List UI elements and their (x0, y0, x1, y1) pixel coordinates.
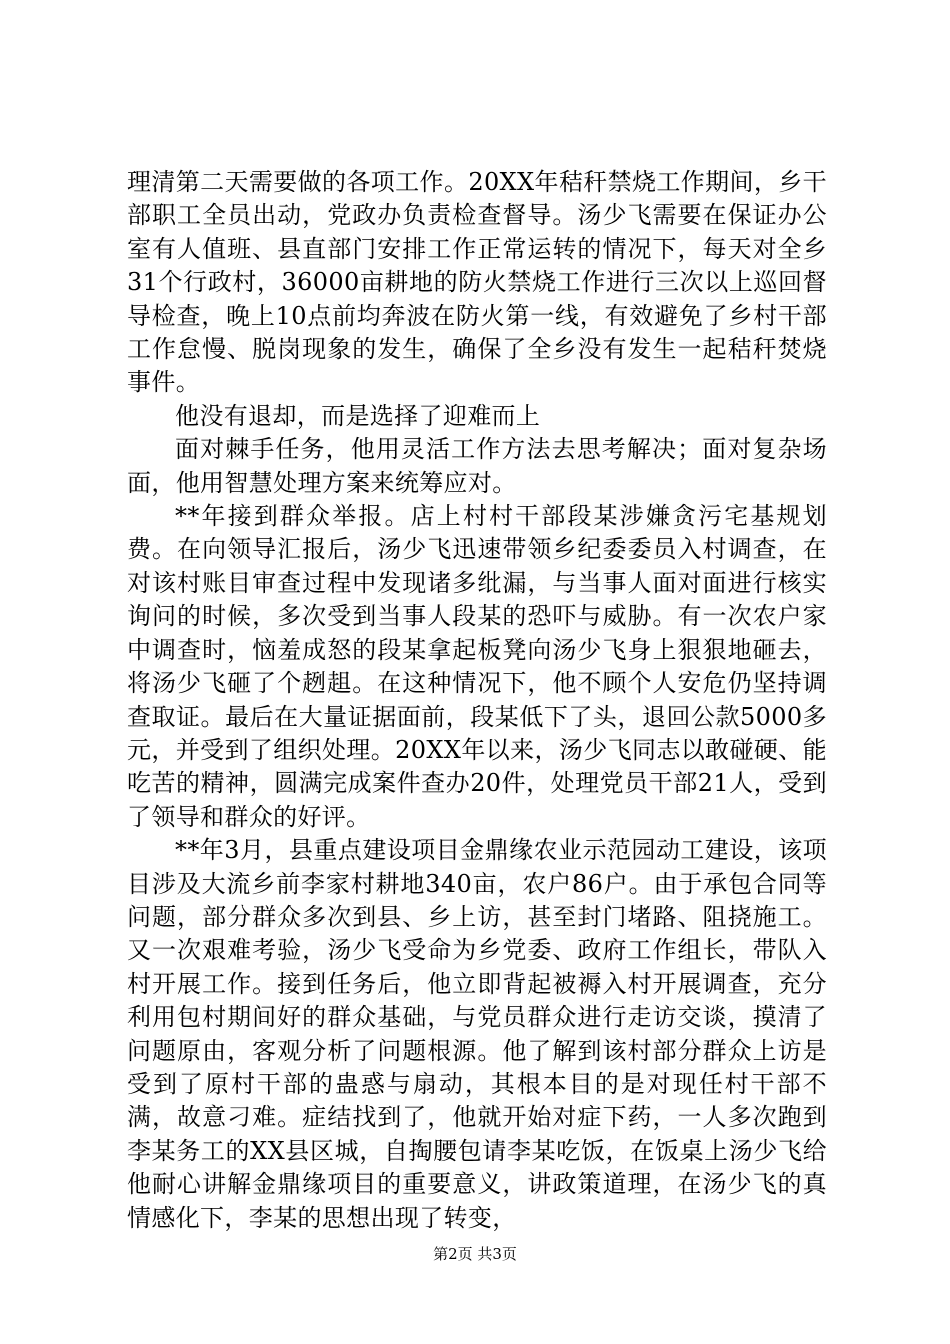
paragraph-2-heading: 他没有退却，而是选择了迎难而上 (175, 401, 541, 430)
document-body (127, 166, 827, 1235)
paragraph-4: **年接到群众举报。店上村村干部段某涉嫌贪污宅基规划费。在向领导汇报后，汤少飞迅速带领乡纪委委员入村调查，在对该村账目审查过程中发现诸多纰漏，与当事人面对面进行核实询问的时候，多次受到当事人段某的恐吓与威胁。有一次农户家中调查时，恼羞成怒的段某拿起板凳向汤少飞身上狠狠地砸去，将汤少飞砸了个趔趄。在这种情况下，他不顾个人安危仍坚持调查取证。最后在大量证据面前，段某低下了头，退回公款5000多元，并受到了组织处理。20XX年以来，汤少飞同志以敢碰硬、能吃苦的精神，圆满完成案件查办20件，处理党员干部21人，受到了领导和群众的好评。 (127, 502, 827, 831)
paragraph-3: 面对棘手任务，他用灵活工作方法去思考解决；面对复杂场面，他用智慧处理方案来统筹应对。 (127, 435, 827, 497)
page-number-footer: 第2页 共3页 (433, 1245, 517, 1263)
paragraph-5: **年3月，县重点建设项目金鼎缘农业示范园动工建设，该项目涉及大流乡前李家村耕地340亩，农户86户。由于承包合同等问题，部分群众多次到县、乡上访，甚至封门堵路、阻挠施工。又一次艰难考验，汤少飞受命为乡党委、政府工作组长，带队入村开展工作。接到任务后，他立即背起被褥入村开展调查，充分利用包村期间好的群众基础，与党员群众进行走访交谈，摸清了问题原由，客观分析了问题根源。他了解到该村部分群众上访是受到了原村干部的蛊惑与扇动，其根本目的是对现任村干部不满，故意刁难。症结找到了，他就开始对症下药，一人多次跑到李某务工的XX县区城，自掏腰包请李某吃饭，在饭桌上汤少飞给他耐心讲解金鼎缘项目的重要意义，讲政策道理，在汤少飞的真情感化下，李某的思想出现了转变， (127, 836, 827, 1232)
paragraph-1: 理清第二天需要做的各项工作。20XX年秸秆禁烧工作期间，乡干部职工全员出动，党政办负责检查督导。汤少飞需要在保证办公室有人值班、县直部门安排工作正常运转的情况下，每天对全乡31个行政村，36000亩耕地的防火禁烧工作进行三次以上巡回督导检查，晚上10点前均奔波在防火第一线，有效避免了乡村干部工作怠慢、脱岗现象的发生，确保了全乡没有发生一起秸秆焚烧事件。 (127, 168, 827, 397)
